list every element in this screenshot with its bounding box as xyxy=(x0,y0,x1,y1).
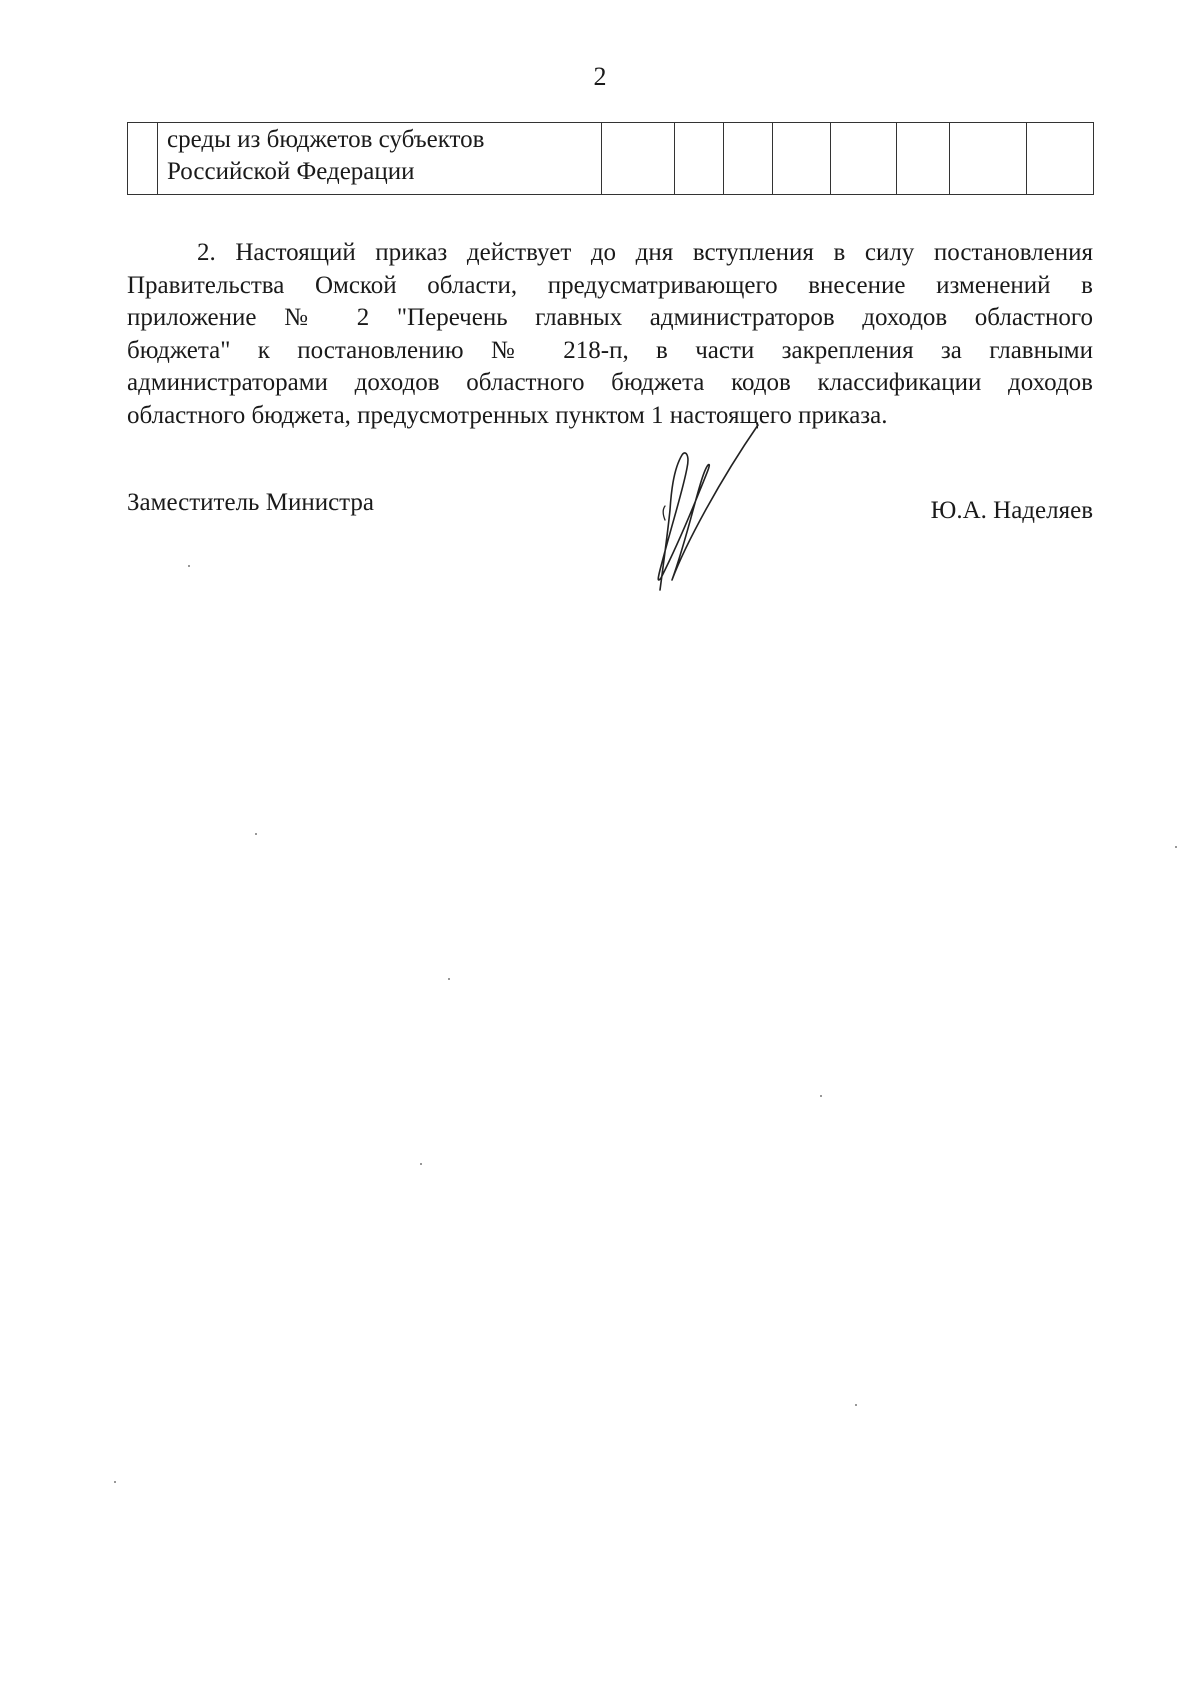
scan-speck xyxy=(420,1163,422,1165)
table-cell-description xyxy=(158,123,602,195)
scan-speck xyxy=(448,978,450,980)
table-description-line: Российской Федерации xyxy=(167,158,415,185)
page-number: 2 xyxy=(593,62,607,91)
scan-speck xyxy=(820,1095,822,1097)
scan-speck xyxy=(255,833,257,835)
continuation-table xyxy=(127,122,1094,195)
scan-speck xyxy=(114,1481,116,1483)
paragraph-line: областного бюджета, предусмотренных пунктом 1 настоящего приказа. xyxy=(127,401,888,429)
paragraph-line: администраторами доходов областного бюджета кодов классификации доходов xyxy=(127,369,1093,396)
paragraph-line: приложение № 2 "Перечень главных администраторов доходов областного xyxy=(127,304,1093,331)
table-cell xyxy=(950,123,1027,195)
table-cell-number xyxy=(128,123,158,195)
paragraph-line: бюджета" к постановлению № 218-п, в части закрепления за главными xyxy=(127,336,1093,364)
table-cell xyxy=(773,123,831,195)
table-cell xyxy=(675,123,724,195)
table-row xyxy=(128,123,1094,195)
table-description-line: среды из бюджетов субъектов xyxy=(167,126,485,153)
signatory-name: Ю.А. Наделяев xyxy=(930,497,1093,524)
paragraph-line: 2. Настоящий приказ действует до дня вступления в силу постановления xyxy=(197,239,1093,266)
signatory-position: Заместитель Министра xyxy=(127,489,374,516)
clause-2-paragraph xyxy=(127,237,1093,432)
table-cell xyxy=(602,123,675,195)
scan-speck xyxy=(188,565,190,567)
paragraph-line: Правительства Омской области, предусматривающего внесение изменений в xyxy=(127,271,1093,299)
table-cell xyxy=(724,123,773,195)
scan-speck xyxy=(1175,846,1177,848)
handwritten-signature xyxy=(630,420,780,600)
table-cell xyxy=(831,123,897,195)
table-cell xyxy=(897,123,950,195)
scan-speck xyxy=(855,1404,857,1406)
table-cell xyxy=(1027,123,1094,195)
